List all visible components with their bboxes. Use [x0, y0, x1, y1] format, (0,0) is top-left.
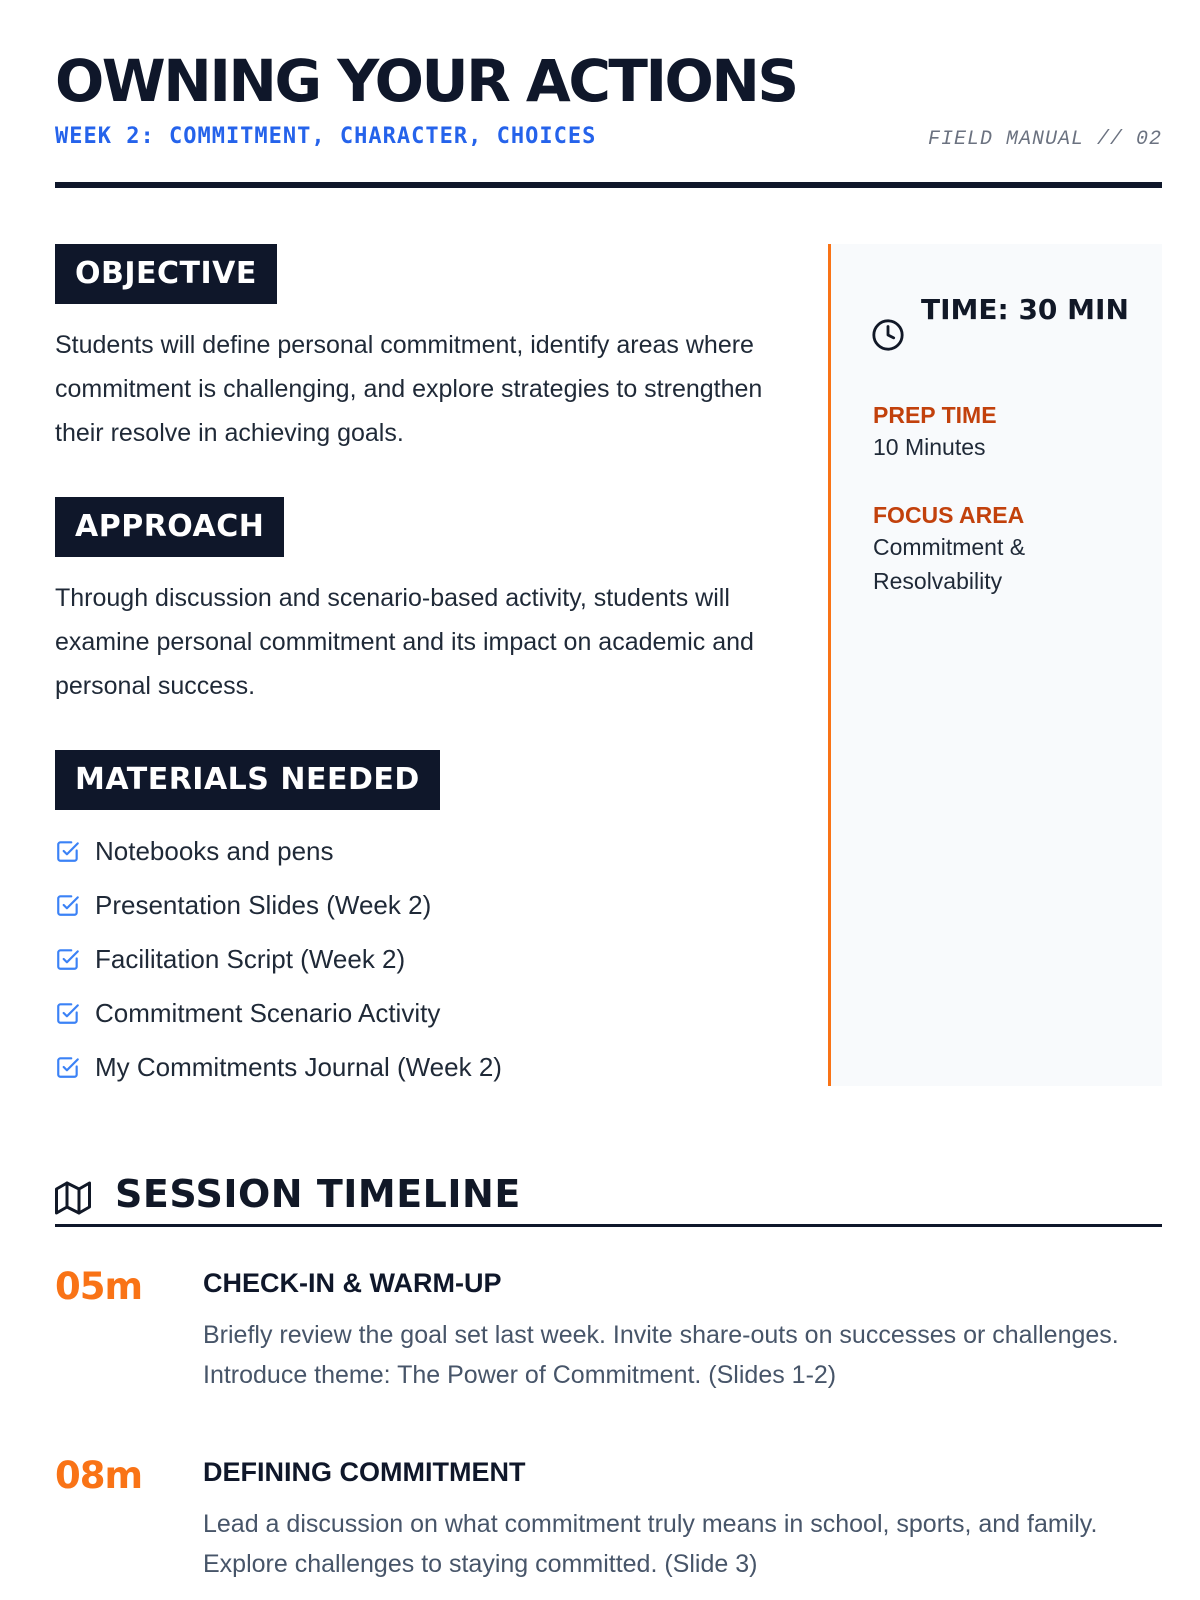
materials-item-label: Commitment Scenario Activity — [95, 997, 441, 1028]
page-title: OWNING YOUR ACTIONS — [55, 47, 797, 115]
materials-item — [55, 932, 502, 986]
timeline-item-description: Briefly review the goal set last week. Invite share-outs on successes or challenges. Introduce theme: The Power of Commitment. (Slides 1-2) — [203, 1321, 1119, 1389]
prep-time-value: 10 Minutes — [873, 434, 986, 460]
timeline-divider — [55, 1224, 1162, 1227]
materials-item — [55, 878, 502, 932]
objective-text: Students will define personal commitment, identify areas where commitment is challenging, and explore strategies to strengthen their resolve in achieving goals. — [55, 331, 763, 447]
page-subtitle: WEEK 2: COMMITMENT, CHARACTER, CHOICES — [55, 124, 597, 149]
checkbox-checked-icon — [55, 838, 81, 864]
timeline-title: SESSION TIMELINE — [115, 1172, 521, 1216]
materials-item — [55, 1040, 502, 1094]
timeline-item-duration: 08m — [55, 1454, 143, 1497]
focus-area-label: FOCUS AREA — [873, 502, 1025, 528]
timeline-item-description: Lead a discussion on what commitment truly means in school, sports, and family. Explore challenges to staying committed. (Slide 3) — [203, 1510, 1098, 1578]
materials-item — [55, 986, 502, 1040]
checkbox-checked-icon — [55, 1000, 81, 1026]
focus-area-value: Commitment & Resolvability — [873, 534, 1026, 594]
timeline-item-duration: 05m — [55, 1265, 143, 1308]
materials-label: MATERIALS NEEDED — [55, 750, 440, 810]
materials-item-label: Notebooks and pens — [95, 835, 334, 866]
clock-icon — [871, 318, 905, 352]
checkbox-checked-icon — [55, 1054, 81, 1080]
objective-label: OBJECTIVE — [55, 244, 277, 304]
materials-list — [55, 824, 502, 1094]
materials-item-label: My Commitments Journal (Week 2) — [95, 1051, 502, 1082]
materials-item — [55, 824, 502, 878]
session-duration: TIME: 30 MIN — [921, 293, 1129, 326]
header-divider — [55, 182, 1162, 188]
timeline-item-title: CHECK-IN & WARM-UP — [203, 1268, 502, 1298]
checkbox-checked-icon — [55, 946, 81, 972]
manual-tag: FIELD MANUAL // 02 — [927, 128, 1162, 151]
timeline-item-title: DEFINING COMMITMENT — [203, 1457, 526, 1487]
prep-time-label: PREP TIME — [873, 402, 997, 428]
approach-text: Through discussion and scenario-based activity, students will examine personal commitment and its impact on academic and personal success. — [55, 584, 754, 700]
map-icon — [55, 1180, 91, 1216]
session-info-sidebar — [828, 244, 1162, 1086]
checkbox-checked-icon — [55, 892, 81, 918]
materials-item-label: Facilitation Script (Week 2) — [95, 943, 406, 974]
approach-label: APPROACH — [55, 497, 284, 557]
materials-item-label: Presentation Slides (Week 2) — [95, 889, 432, 920]
